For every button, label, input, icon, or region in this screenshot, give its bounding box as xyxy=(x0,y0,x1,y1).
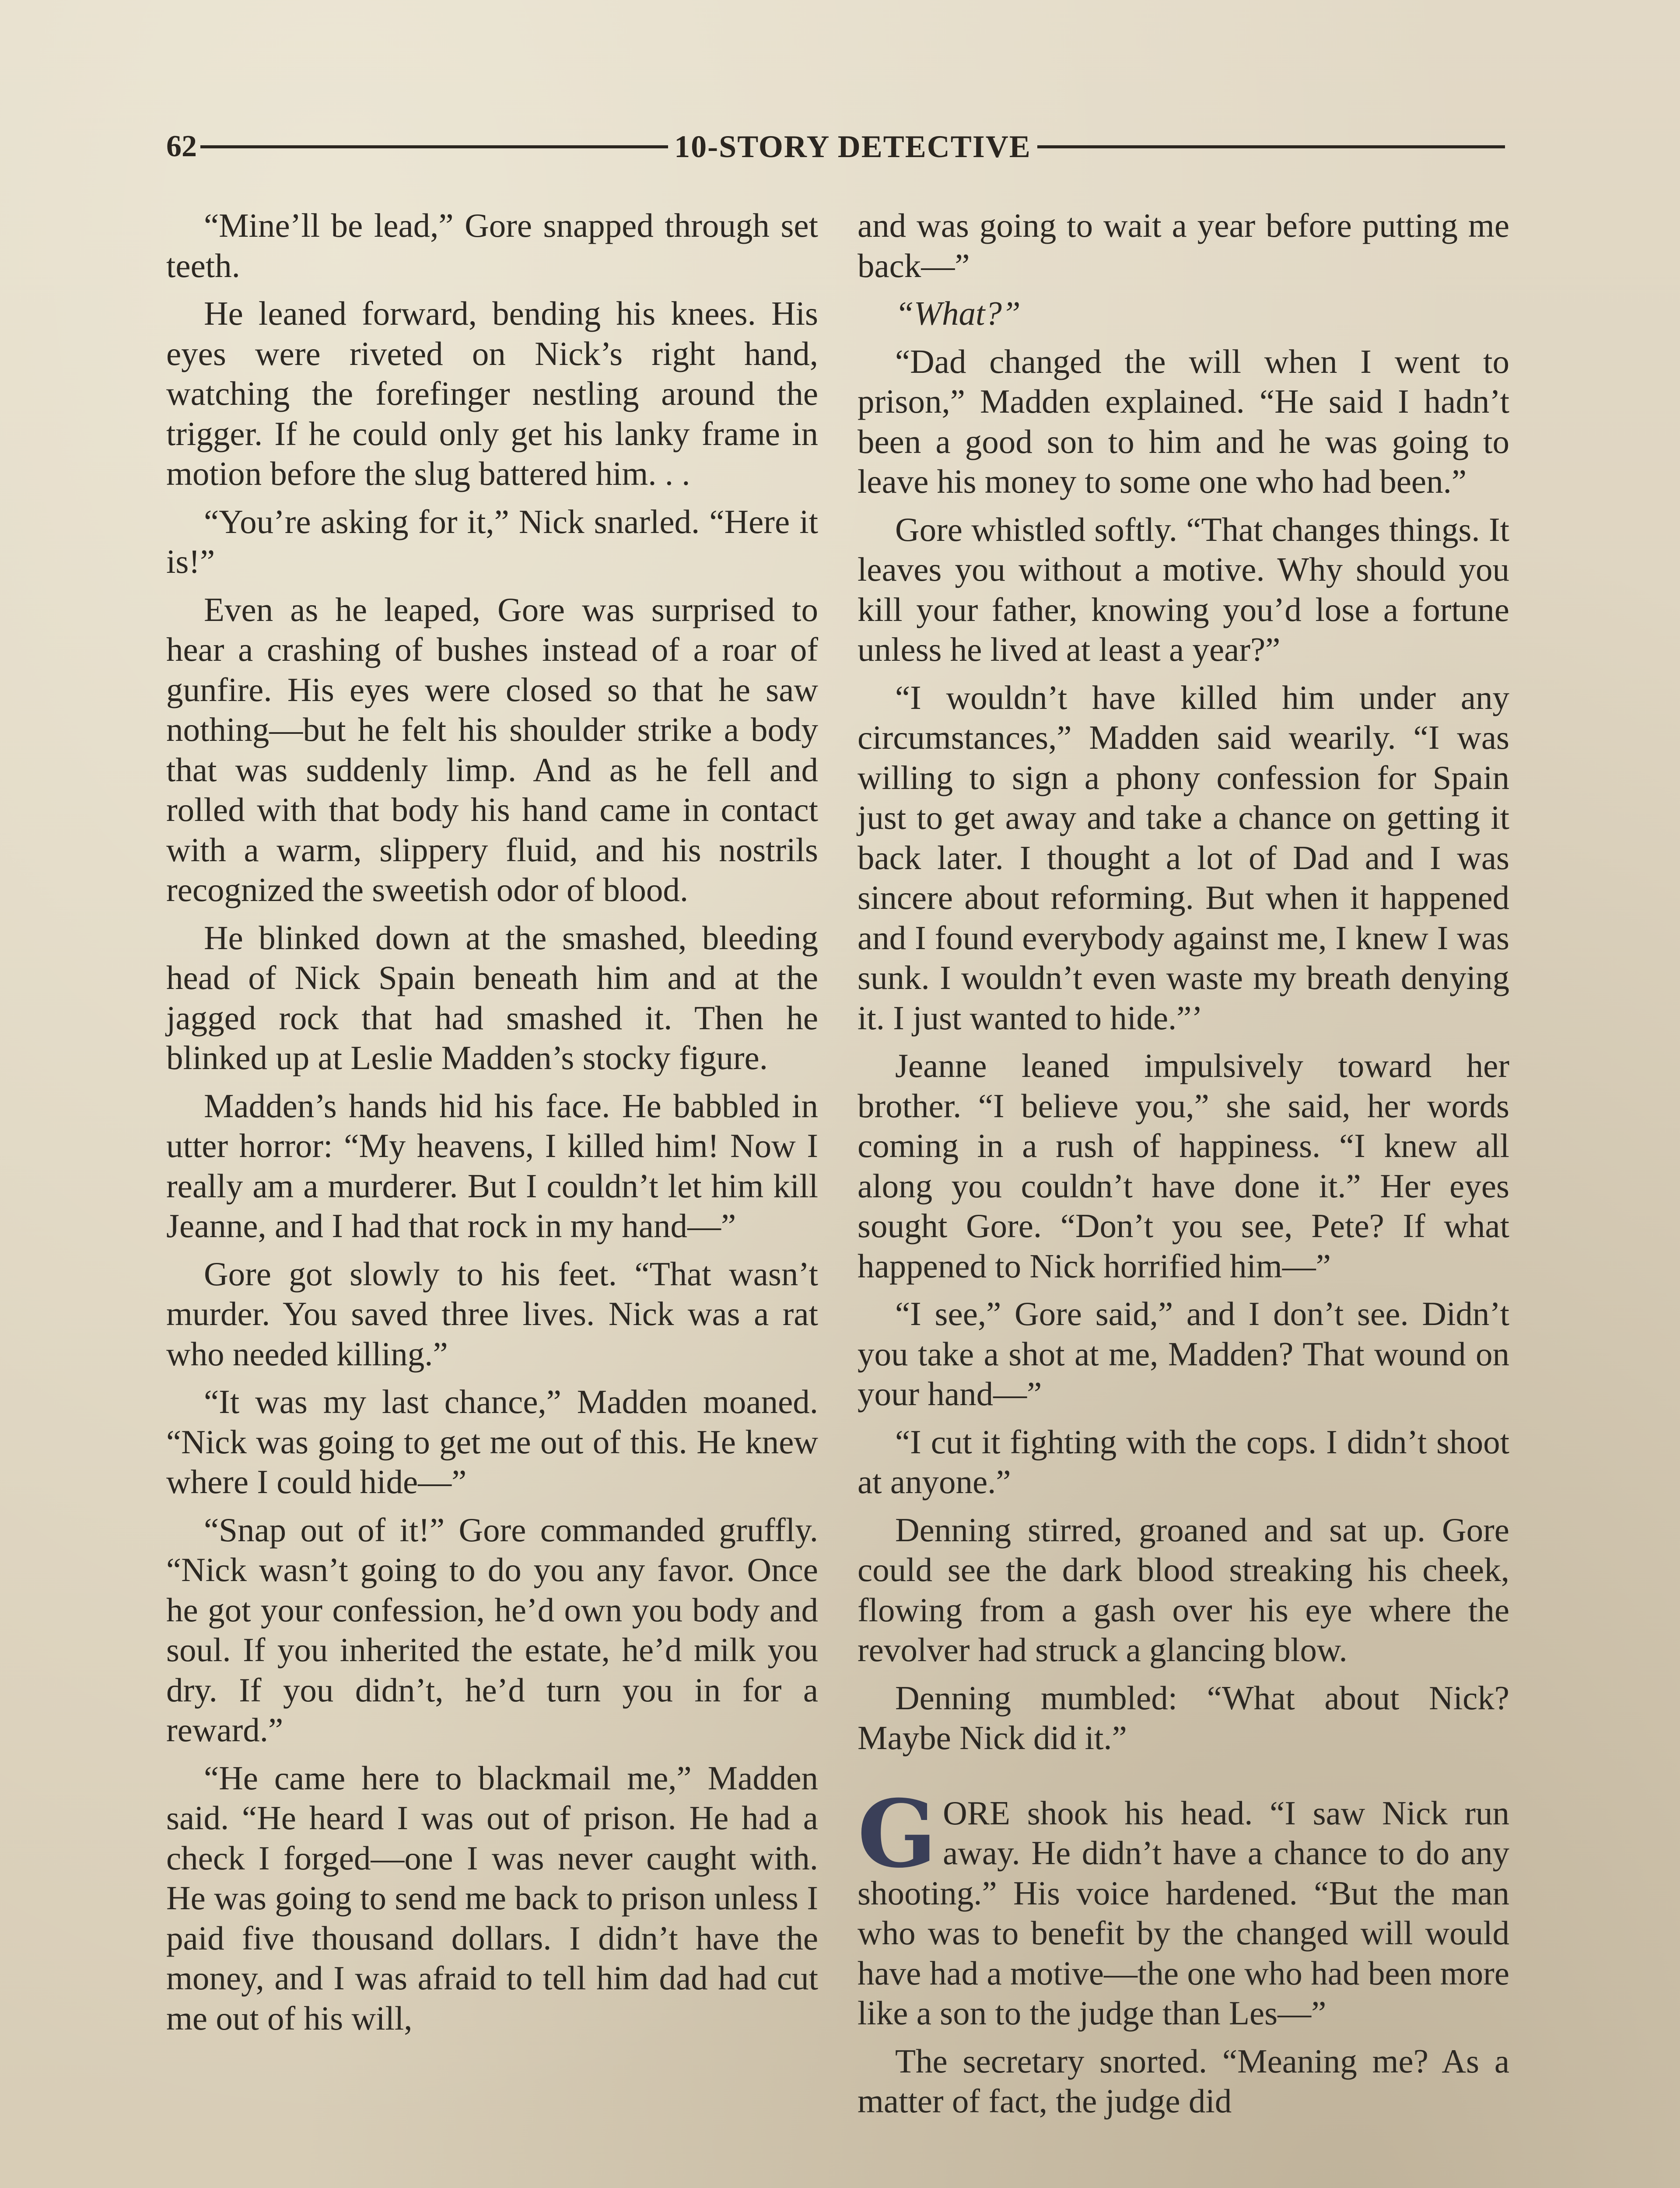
paragraph: “It was my last chance,” Madden moaned. “Nick was going to get me out of this. He knew where I could hide—” xyxy=(166,1383,818,1501)
paragraph: “I wouldn’t have killed him under any circumstances,” Madden said wearily. “I was willing to sign a phony confession for Spain just to get away and take a chance on getting it back later. I thought a lot of Dad and I was sincere about reforming. But when it happened and I found everybody against me, I knew I was sunk. I wouldn’t even waste my breath denying it. I just wanted to hide.”’ xyxy=(858,678,1509,1037)
paragraph: “Snap out of it!” Gore commanded gruffly. “Nick wasn’t going to do you any favor. Once he got your confession, he’d own you body and soul. If you inherited the estate, he’d milk you dry. If you didn’t, he’d turn you in for a reward.” xyxy=(166,1511,818,1749)
header-rule-right xyxy=(1037,145,1505,148)
paragraph: Madden’s hands hid his face. He babbled in utter horror: “My heavens, I killed him! Now I really am a murderer. But I couldn’t let him kill Jeanne, and I had that rock in my hand—” xyxy=(166,1087,818,1245)
header-rule-left xyxy=(200,145,668,148)
running-header xyxy=(166,127,1505,166)
left-column xyxy=(166,206,818,2046)
paragraph: “I see,” Gore said,” and I don’t see. Didn’t you take a shot at me, Madden? That wound on your hand—” xyxy=(858,1295,1509,1413)
paragraph: “Mine’ll be lead,” Gore snapped through set teeth. xyxy=(166,207,818,284)
paragraph: Even as he leaped, Gore was surprised to hear a crashing of bushes instead of a roar of gunfire. His eyes were closed so that he saw nothing—but he felt his shoulder strike a body that was suddenly limp. And as he fell and rolled with that body his hand came in contact with a warm, slippery fluid, and his nostrils recognized the sweetish odor of blood. xyxy=(166,590,818,908)
paragraph: “Dad changed the will when I went to prison,” Madden explained. “He said I hadn’t been a good son to him and he was going to leave his money to some one who had been.” xyxy=(858,342,1509,500)
paragraph: “I cut it fighting with the cops. I didn’t shoot at anyone.” xyxy=(858,1423,1509,1501)
continued-paragraph: and was going to wait a year before putting me back—” xyxy=(858,207,1509,284)
paragraph: Jeanne leaned impulsively toward her brother. “I believe you,” she said, her words coming in a rush of happiness. “I knew all along you couldn’t have done it.” Her eyes sought Gore. “Don’t you see, Pete? If what happened to Nick horrified him—” xyxy=(858,1047,1509,1285)
paragraph: “You’re asking for it,” Nick snarled. “Here it is!” xyxy=(166,502,818,580)
paragraph: Gore whistled softly. “That changes things. It leaves you without a motive. Why should you kill your father, knowing you’d lose a fortune unless he lived at least a year?” xyxy=(858,510,1509,668)
paragraph: “What?” xyxy=(895,295,1021,332)
magazine-title: 10-STORY DETECTIVE xyxy=(674,129,1031,164)
section-start-text: ORE shook his head. “I saw Nick run away. He didn’t have a chance to do any shooting.” His voice hardened. “But the man who was to benefit by the changed will would have had a motive—the one who had been more like a son to the judge than Les—” xyxy=(858,1794,1509,2032)
section-start-paragraph xyxy=(858,1779,1509,2034)
page-number: 62 xyxy=(166,130,197,163)
paragraph: The secretary snorted. “Meaning me? As a matter of fact, the judge did xyxy=(858,2042,1509,2120)
paragraph: Denning stirred, groaned and sat up. Gore could see the dark blood streaking his cheek, flowing from a gash over his eye where the revolver had struck a glancing blow. xyxy=(858,1511,1509,1669)
paragraph: “He came here to blackmail me,” Madden said. “He heard I was out of prison. He had a check I forged—one I was never caught with. He was going to send me back to prison unless I paid five thousand dollars. I didn’t have the money, and I was afraid to tell him dad had cut me out of his will, xyxy=(166,1759,818,2037)
paragraph: He leaned forward, bending his knees. His eyes were riveted on Nick’s right hand, watching the forefinger nestling around the trigger. If he could only get his lanky frame in motion before the slug battered him. . . xyxy=(166,295,818,492)
paragraph: Denning mumbled: “What about Nick? Maybe Nick did it.” xyxy=(858,1679,1509,1757)
paragraph: Gore got slowly to his feet. “That wasn’t murder. You saved three lives. Nick was a rat who needed killing.” xyxy=(166,1255,818,1373)
drop-cap: G xyxy=(858,1779,937,1888)
right-column xyxy=(858,206,1509,2129)
paragraph: He blinked down at the smashed, bleeding head of Nick Spain beneath him and at the jagged rock that had smashed it. Then he blinked up at Leslie Madden’s stocky figure. xyxy=(166,919,818,1076)
